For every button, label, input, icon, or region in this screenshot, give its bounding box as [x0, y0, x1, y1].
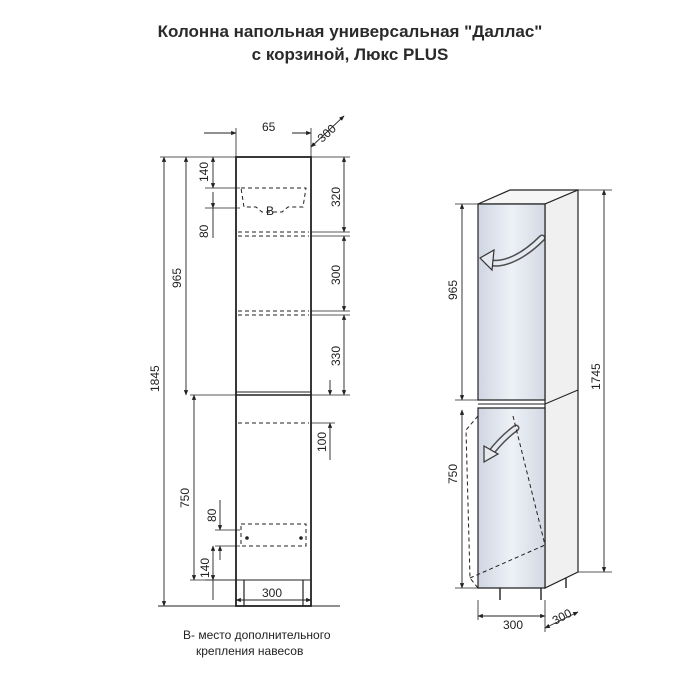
dim-965: 965 [170, 267, 184, 288]
note-line-2: крепления навесов [196, 644, 304, 658]
title-line-1: Колонна напольная универсальная "Даллас" [157, 22, 543, 41]
dim-300-shelf: 300 [329, 264, 343, 285]
iso-dim-750: 750 [446, 463, 460, 484]
iso-side-face [545, 190, 578, 588]
iso-dim-1745: 1745 [589, 363, 603, 390]
dim-750: 750 [178, 487, 192, 508]
dim-depth-300: 300 [314, 121, 339, 146]
note-line-1: В- место дополнительного [183, 628, 331, 642]
iso-upper-door [478, 204, 545, 400]
dim-140-top: 140 [197, 161, 211, 182]
dim-1845: 1845 [148, 365, 162, 392]
dim-330: 330 [329, 345, 343, 366]
front-view [158, 116, 350, 606]
dim-140-bottom: 140 [198, 557, 212, 578]
title-line-2: с корзиной, Люкс PLUS [251, 45, 449, 64]
iso-dim-depth: 300 [549, 605, 575, 628]
door-swing-outline [466, 416, 478, 588]
dim-80-top: 80 [197, 224, 211, 238]
iso-view [455, 190, 612, 632]
dim-width-300: 300 [262, 586, 283, 600]
dim-80-bottom: 80 [205, 508, 219, 522]
iso-dim-width: 300 [503, 618, 524, 632]
bottom-basket-outline [241, 524, 306, 546]
marker-b: B [266, 204, 275, 218]
dim-100: 100 [315, 431, 329, 452]
dim-65: 65 [262, 120, 276, 134]
iso-dim-965: 965 [446, 279, 460, 300]
dim-320: 320 [329, 186, 343, 207]
